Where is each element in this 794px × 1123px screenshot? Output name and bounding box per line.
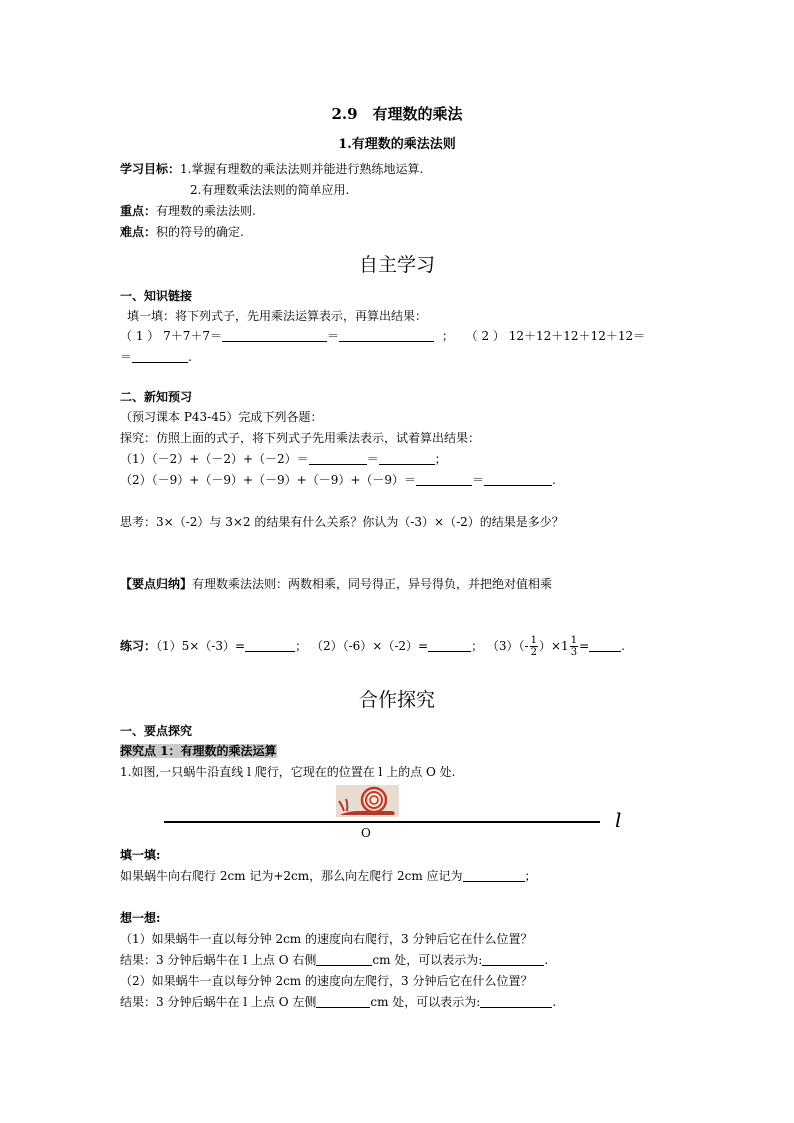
answer-blank[interactable] <box>132 350 188 363</box>
r1-prefix: 结果：3 分钟后蜗牛在 l 上点 O 右侧 <box>120 953 317 967</box>
goals-text1: 1.掌握有理数的乘法法则并能进行熟练地运算. <box>180 162 424 176</box>
answer-blank[interactable] <box>379 452 435 465</box>
e2-label: （2）（－9）+（－9）+（－9）+（－9）+（－9）＝ <box>120 473 417 487</box>
coop-heading: 一、要点探究 <box>120 724 193 738</box>
think-heading: 想一想: <box>120 911 161 925</box>
think-r2: 结果：3 分钟后蜗牛在 l 上点 O 左侧 cm 处，可以表示为: . <box>120 995 557 1009</box>
answer-blank[interactable] <box>484 473 552 486</box>
answer-blank[interactable] <box>463 869 525 882</box>
goals-text2: 2.有理数乘法法则的简单应用. <box>190 183 350 197</box>
explore-point-text: 探究点 1：有理数的乘法运算 <box>120 744 277 758</box>
think-r1: 结果：3 分钟后蜗牛在 l 上点 O 右侧 cm 处，可以表示为: . <box>120 953 549 967</box>
e1-label: （1）（－2）+（－2）+（－2）＝ <box>120 452 309 466</box>
fill-text: 如果蜗牛向右爬行 2cm 记为+2cm，那么向左爬行 2cm 应记为 <box>120 869 463 883</box>
practice-line: 练习：（1）5×（-3）= ； （2）（-6）×（-2）= ； （3）（- $\frac{1}{2}$ ）×1 $\frac{1}{3}$ = . <box>120 635 625 658</box>
answer-blank[interactable] <box>416 473 472 486</box>
knowledge-q1: （ 1 ） 7＋7＋7＝ ＝ ； （ 2 ） 12＋12＋12＋12＋12＝ <box>120 329 646 343</box>
difficulty-line <box>120 224 244 240</box>
answer-blank[interactable] <box>316 995 370 1008</box>
section-heading-self-study: 自主学习 <box>358 254 435 276</box>
answer-blank[interactable] <box>589 639 621 652</box>
number-line <box>164 821 600 823</box>
answer-blank[interactable] <box>339 329 434 342</box>
think-q2: （2）如果蜗牛一直以每分钟 2cm 的速度向左爬行，3 分钟后它在什么位置？ <box>120 974 533 988</box>
practice-label: 练习： <box>120 639 157 653</box>
section-heading-cooperative: 合作探究 <box>358 689 435 711</box>
goals-label: 学习目标： <box>120 162 181 176</box>
difficulty-label: 难点： <box>120 225 157 239</box>
frac-denominator: 3 <box>570 647 578 658</box>
page-subtitle: 1.有理数的乘法法则 <box>338 137 456 152</box>
separator: ； <box>471 639 484 653</box>
answer-blank[interactable] <box>482 953 544 966</box>
equals-sign: = <box>579 639 590 653</box>
explore-e2: （2）（－9）+（－9）+（－9）+（－9）+（－9）＝ ＝ . <box>120 473 556 487</box>
summary-line <box>120 576 552 592</box>
practice-p1: （1）5×（-3）= <box>156 639 246 653</box>
explore-e1: （1）（－2）+（－2）+（－2）＝ ＝ ； <box>120 452 447 466</box>
key-point-text: 有理数的乘法法则. <box>156 204 256 218</box>
separator: ； <box>295 639 308 653</box>
frac-numerator: 1 <box>570 635 578 646</box>
r2-mid: cm 处，可以表示为: <box>370 995 481 1009</box>
learning-goals-line1 <box>120 161 423 177</box>
explore-point-label <box>120 743 277 759</box>
answer-blank[interactable] <box>480 995 552 1008</box>
equals-sign: ＝ <box>366 452 379 466</box>
q2-label: （ 2 ） 12＋12＋12＋12＋12＝ <box>465 329 646 343</box>
axis-origin-label: O <box>361 826 371 840</box>
r2-prefix: 结果：3 分钟后蜗牛在 l 上点 O 左侧 <box>120 995 317 1009</box>
answer-blank[interactable] <box>428 639 471 652</box>
frac-numerator: 1 <box>530 635 537 646</box>
answer-blank[interactable] <box>245 639 295 652</box>
frac-denominator: 2 <box>530 647 537 658</box>
axis-line-label: l <box>615 808 622 832</box>
preview-explore: 探究：仿照上面的式子，将下列式子先用乘法表示，试着算出结果： <box>120 431 481 445</box>
knowledge-intro: 填一填：将下列式子，先用乘法运算表示，再算出结果： <box>127 309 428 323</box>
answer-blank[interactable] <box>222 329 327 342</box>
fill-heading: 填一填: <box>120 848 161 862</box>
preview-heading: 二、新知预习 <box>120 390 193 404</box>
q1-label: （ 1 ） 7＋7＋7＝ <box>120 329 222 343</box>
answer-blank[interactable] <box>316 953 372 966</box>
preview-intro: （预习课本 P43-45）完成下列各题： <box>120 410 323 424</box>
summary-label: 【要点归纳】 <box>120 577 193 591</box>
think-q1: （1）如果蜗牛一直以每分钟 2cm 的速度向右爬行，3 分钟后它在什么位置？ <box>120 932 533 946</box>
r1-mid: cm 处，可以表示为: <box>372 953 483 967</box>
knowledge-heading: 一、知识链接 <box>120 289 193 303</box>
coop-q1: 1.如图,一只蜗牛沿直线 l 爬行，它现在的位置在 l 上的点 O 处. <box>120 765 456 779</box>
practice-p3-prefix: （3）（- <box>486 639 529 653</box>
difficulty-text: 积的符号的确定. <box>156 225 244 239</box>
summary-text: 有理数乘法法则：两数相乘，同号得正，异号得负，并把绝对值相乘 <box>192 577 553 591</box>
equals-sign: ＝ <box>326 329 339 343</box>
key-point-label: 重点： <box>120 204 157 218</box>
snail-icon <box>336 785 399 817</box>
think-question: 思考：3×（-2）与 3×2 的结果有什么关系？你认为（-3）×（-2）的结果是多少？ <box>120 515 564 529</box>
fill-question: 如果蜗牛向右爬行 2cm 记为+2cm，那么向左爬行 2cm 应记为 ； <box>120 869 537 883</box>
knowledge-q2-cont: ＝ . <box>120 350 192 364</box>
practice-p3-mid: ）×1 <box>538 639 569 653</box>
answer-blank[interactable] <box>309 452 367 465</box>
key-point-line <box>120 203 256 219</box>
equals-sign: ＝ <box>472 473 485 487</box>
page-title: 2.9 有理数的乘法 <box>331 105 463 123</box>
equals-sign: ＝ <box>120 350 133 364</box>
fraction-third <box>570 635 578 658</box>
practice-p2: （2）（-6）×（-2）= <box>310 639 429 653</box>
fraction-half <box>530 635 538 658</box>
